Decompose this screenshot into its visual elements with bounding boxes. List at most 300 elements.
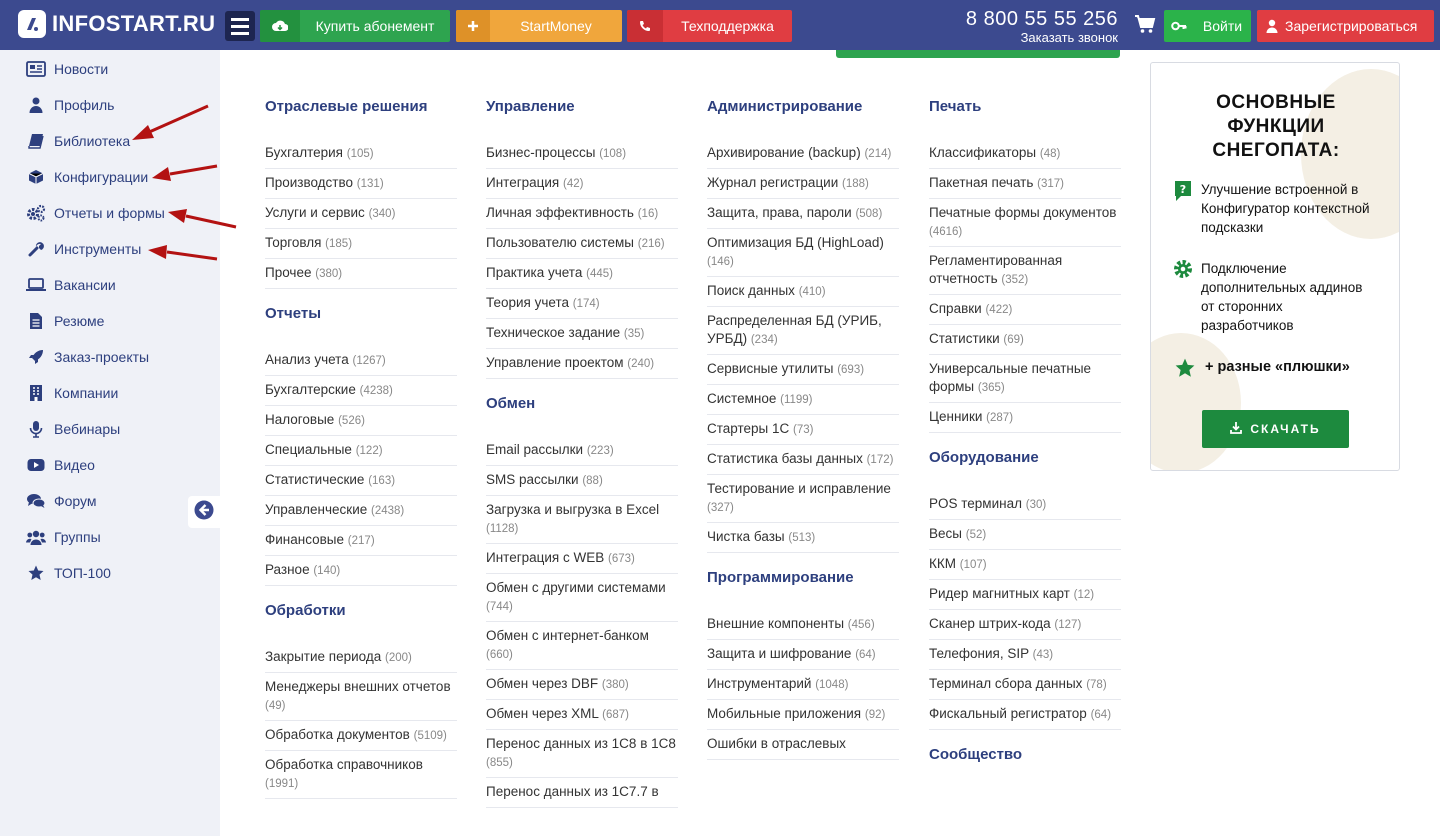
- item-count: (687): [602, 709, 630, 721]
- list-item[interactable]: [929, 490, 1121, 520]
- list-item[interactable]: [486, 436, 678, 466]
- item-name: Универсальные печатные формы: [929, 361, 1092, 394]
- support-button[interactable]: [627, 10, 792, 42]
- item-name: Бухгалтерия: [265, 145, 343, 160]
- item-name: Сервисные утилиты: [707, 361, 834, 376]
- ad-title-line: ФУНКЦИИ: [1227, 116, 1325, 137]
- list-item[interactable]: [265, 169, 457, 199]
- list-item[interactable]: [707, 415, 899, 445]
- catalog-column-2: [486, 96, 678, 808]
- catalog-column-3: [707, 96, 899, 760]
- item-name: Защита и шифрование: [707, 646, 852, 661]
- item-name: Системное: [707, 391, 777, 406]
- list-item[interactable]: [707, 385, 899, 415]
- item-name: Налоговые: [265, 412, 335, 427]
- item-count: (2438): [371, 505, 405, 517]
- item-name: Классификаторы: [929, 145, 1037, 160]
- list-item[interactable]: [265, 199, 457, 229]
- sidebar-item-label: Видео: [54, 457, 95, 473]
- sidebar-item-configurations[interactable]: [26, 166, 148, 188]
- logo-text: INFOSTART.RU: [52, 11, 216, 36]
- list-item[interactable]: [265, 406, 457, 436]
- item-count: (673): [608, 553, 635, 565]
- list-item[interactable]: [929, 550, 1121, 580]
- ad-feature: [1173, 180, 1373, 237]
- list-item[interactable]: [486, 199, 678, 229]
- item-name: Техническое задание: [486, 325, 621, 340]
- list-item[interactable]: [486, 466, 678, 496]
- catalog-column-4: [929, 96, 1121, 787]
- wrench-icon: [26, 240, 46, 258]
- sidebar-item-label: Новости: [54, 61, 109, 77]
- burger-line: [231, 32, 249, 35]
- list-item[interactable]: [707, 523, 899, 553]
- sidebar-item-label: Группы: [54, 529, 101, 545]
- callback-link[interactable]: Заказать звонок: [1020, 30, 1118, 45]
- item-name: Сканер штрих-кода: [929, 616, 1051, 631]
- item-count: (214): [864, 148, 892, 160]
- item-count: (35): [623, 328, 645, 340]
- user-icon: [26, 96, 46, 114]
- sidebar-item-top100[interactable]: [26, 562, 111, 584]
- list-item[interactable]: [929, 199, 1121, 247]
- green-banner-edge: [836, 50, 1120, 58]
- item-name: Защита, права, пароли: [707, 205, 852, 220]
- item-count: (380): [601, 679, 629, 691]
- list-item[interactable]: [265, 673, 457, 721]
- user-icon: [1257, 10, 1281, 42]
- list-item[interactable]: [929, 670, 1121, 700]
- list-item[interactable]: [265, 643, 457, 673]
- item-count: (140): [313, 565, 341, 577]
- top-header: [0, 0, 1440, 50]
- list-item[interactable]: [707, 475, 899, 523]
- sidebar-item-news[interactable]: [26, 58, 108, 80]
- item-name: Обмен через DBF: [486, 676, 599, 691]
- list-item[interactable]: [929, 640, 1121, 670]
- item-name: POS терминал: [929, 496, 1022, 511]
- burger-line: [231, 18, 249, 21]
- list-item[interactable]: [929, 700, 1121, 730]
- item-name: Журнал регистрации: [707, 175, 839, 190]
- item-name: Пакетная печать: [929, 175, 1034, 190]
- item-count: (69): [1003, 334, 1024, 346]
- snegopat-ad-banner[interactable]: [1150, 62, 1400, 471]
- star-icon: [26, 564, 46, 582]
- item-name: Прочее: [265, 265, 312, 280]
- buy-subscription-label: Купить абонемент: [315, 18, 435, 34]
- building-icon: [26, 384, 46, 402]
- register-label: Зарегистрироваться: [1285, 18, 1418, 34]
- ad-feature: [1173, 259, 1373, 335]
- item-name: Оптимизация БД (HighLoad): [707, 235, 884, 250]
- list-item[interactable]: [486, 496, 678, 544]
- item-name: Обмен с другими системами: [486, 580, 666, 595]
- list-item[interactable]: [707, 730, 899, 760]
- list-item[interactable]: [929, 355, 1121, 403]
- list-item[interactable]: [707, 199, 899, 229]
- phone-block: [940, 8, 1118, 45]
- item-name: Справки: [929, 301, 982, 316]
- sidebar-item-label: Заказ-проекты: [54, 349, 150, 365]
- item-name: Стартеры 1С: [707, 421, 790, 436]
- item-name: Разное: [265, 562, 310, 577]
- item-name: Телефония, SIP: [929, 646, 1029, 661]
- item-name: Производство: [265, 175, 354, 190]
- list-item[interactable]: [707, 445, 899, 475]
- ad-title-line: ОСНОВНЫЕ: [1216, 92, 1336, 113]
- left-sidebar: [0, 50, 220, 836]
- item-name: Обмен с интернет-банком: [486, 628, 649, 643]
- gear-icon: [1173, 259, 1193, 335]
- item-name: Email рассылки: [486, 442, 584, 457]
- burger-line: [231, 25, 249, 28]
- item-name: Бухгалтерские: [265, 382, 356, 397]
- list-item[interactable]: [265, 526, 457, 556]
- cube-icon: [26, 168, 46, 186]
- item-count: (188): [842, 178, 869, 190]
- list-item[interactable]: [486, 229, 678, 259]
- item-name: Интеграция с WEB: [486, 550, 605, 565]
- item-count: (365): [977, 382, 1005, 394]
- item-name: Перенос данных из 1С8 в 1С8: [486, 736, 676, 751]
- svg-text:?: ?: [1179, 183, 1187, 196]
- sidebar-item-label: Компании: [54, 385, 119, 401]
- item-name: Управление проектом: [486, 355, 624, 370]
- item-count: (131): [356, 178, 384, 190]
- item-count: (42): [563, 178, 584, 190]
- category-title[interactable]: Управление: [486, 98, 575, 115]
- sidebar-item-tools[interactable]: [26, 238, 141, 260]
- list-item[interactable]: [707, 307, 899, 355]
- list-item[interactable]: [486, 349, 678, 379]
- list-item[interactable]: [707, 229, 899, 277]
- cogs-icon: [26, 204, 46, 222]
- sidebar-item-groups[interactable]: [26, 526, 101, 548]
- category-title[interactable]: Печать: [929, 98, 982, 115]
- item-name: Внешние компоненты: [707, 616, 845, 631]
- item-count: (185): [325, 238, 353, 250]
- sidebar-item-reports-forms[interactable]: [26, 202, 165, 224]
- item-name: Интеграция: [486, 175, 560, 190]
- list-item[interactable]: [707, 700, 899, 730]
- item-count: (234): [750, 334, 778, 346]
- list-item[interactable]: [486, 574, 678, 622]
- category-title[interactable]: Программирование: [707, 569, 854, 586]
- item-count: (744): [486, 601, 513, 613]
- list-item[interactable]: [486, 319, 678, 349]
- item-name: Ридер магнитных карт: [929, 586, 1070, 601]
- list-item[interactable]: [265, 346, 457, 376]
- sidebar-item-label: Форум: [54, 493, 97, 509]
- list-item[interactable]: [929, 403, 1121, 433]
- item-count: (1199): [780, 394, 813, 406]
- item-count: (456): [847, 619, 875, 631]
- item-name: Инструментарий: [707, 676, 812, 691]
- phone-icon: [627, 10, 663, 42]
- list-item[interactable]: [707, 640, 899, 670]
- menu-burger-button[interactable]: [225, 11, 255, 41]
- list-item[interactable]: [265, 721, 457, 751]
- cart-icon[interactable]: [1134, 14, 1156, 39]
- item-count: (52): [965, 529, 987, 541]
- list-item[interactable]: [486, 139, 678, 169]
- item-name: Мобильные приложения: [707, 706, 862, 721]
- document-icon: [26, 312, 46, 330]
- list-item[interactable]: [486, 544, 678, 574]
- item-count: (380): [315, 268, 343, 280]
- star-icon: [1173, 358, 1197, 378]
- item-name: Специальные: [265, 442, 352, 457]
- item-count: (445): [586, 268, 613, 280]
- item-name: Печатные формы документов: [929, 205, 1117, 220]
- item-name: Статистика базы данных: [707, 451, 863, 466]
- item-count: (660): [486, 649, 513, 661]
- sidebar-item-library[interactable]: [26, 130, 130, 152]
- sidebar-item-vacancies[interactable]: [26, 274, 116, 296]
- list-item[interactable]: [486, 700, 678, 730]
- item-name: Обмен через XML: [486, 706, 599, 721]
- list-item[interactable]: [707, 169, 899, 199]
- item-count: (317): [1037, 178, 1064, 190]
- item-count: (163): [368, 475, 396, 487]
- list-item[interactable]: [707, 139, 899, 169]
- microphone-icon: [26, 420, 46, 438]
- youtube-icon: [26, 456, 46, 474]
- sidebar-item-label: ТОП-100: [54, 565, 111, 581]
- item-count: (92): [864, 709, 886, 721]
- list-item[interactable]: [265, 229, 457, 259]
- list-item[interactable]: [929, 520, 1121, 550]
- list-item[interactable]: [265, 556, 457, 586]
- newspaper-icon: [26, 60, 46, 78]
- item-name: Практика учета: [486, 265, 583, 280]
- download-button[interactable]: [1202, 410, 1349, 448]
- category-title[interactable]: Отраслевые решения: [265, 98, 428, 115]
- item-name: Обработка справочников: [265, 757, 423, 772]
- download-label: СКАЧАТЬ: [1250, 422, 1321, 436]
- item-count: (223): [586, 445, 614, 457]
- sidebar-item-video[interactable]: [26, 454, 95, 476]
- item-name: Бизнес-процессы: [486, 145, 596, 160]
- item-count: (1991): [265, 778, 299, 790]
- sidebar-item-label: Конфигурации: [54, 169, 149, 185]
- item-name: Теория учета: [486, 295, 569, 310]
- item-name: Торговля: [265, 235, 322, 250]
- item-count: (1048): [815, 679, 849, 691]
- list-item[interactable]: [265, 466, 457, 496]
- item-count: (108): [599, 148, 627, 160]
- item-count: (105): [346, 148, 374, 160]
- download-icon: [1230, 421, 1242, 437]
- category-title[interactable]: Обработки: [265, 602, 346, 619]
- list-item[interactable]: [929, 247, 1121, 295]
- item-count: (64): [1090, 709, 1112, 721]
- list-item[interactable]: [707, 610, 899, 640]
- item-count: (146): [707, 256, 734, 268]
- item-count: (107): [959, 559, 987, 571]
- sidebar-item-label: Вебинары: [54, 421, 121, 437]
- item-count: (422): [985, 304, 1013, 316]
- item-count: (30): [1025, 499, 1047, 511]
- list-item[interactable]: [265, 259, 457, 289]
- list-item[interactable]: [929, 325, 1121, 355]
- sidebar-item-webinars[interactable]: [26, 418, 120, 440]
- list-item[interactable]: [486, 259, 678, 289]
- item-count: (855): [486, 757, 513, 769]
- item-count: (43): [1032, 649, 1054, 661]
- item-name: ККМ: [929, 556, 956, 571]
- login-button[interactable]: [1164, 10, 1251, 42]
- users-icon: [26, 528, 46, 546]
- phone-number: 8 800 55 55 256: [965, 8, 1118, 30]
- item-count: (48): [1039, 148, 1061, 160]
- item-count: (1128): [486, 523, 519, 535]
- item-count: (64): [855, 649, 876, 661]
- item-count: (526): [338, 415, 365, 427]
- startmoney-button[interactable]: [456, 10, 622, 42]
- list-item[interactable]: [486, 169, 678, 199]
- item-count: (352): [1001, 274, 1029, 286]
- list-item[interactable]: [486, 289, 678, 319]
- item-count: (287): [986, 412, 1014, 424]
- plus-icon: [456, 10, 490, 42]
- support-label: Техподдержка: [681, 18, 774, 34]
- item-count: (4616): [929, 226, 963, 238]
- item-name: Архивирование (backup): [707, 145, 861, 160]
- list-item[interactable]: [929, 580, 1121, 610]
- login-label: Войти: [1202, 18, 1243, 34]
- comments-icon: [26, 492, 46, 510]
- item-count: (122): [355, 445, 383, 457]
- item-name: Распределенная БД (УРИБ, УРБД): [707, 313, 882, 346]
- item-name: Поиск данных: [707, 283, 795, 298]
- list-item[interactable]: [929, 610, 1121, 640]
- category-title[interactable]: Отчеты: [265, 305, 322, 322]
- sidebar-item-label: Резюме: [54, 313, 105, 329]
- item-count: (327): [707, 502, 734, 514]
- logo-mark-icon: [18, 10, 46, 38]
- item-name: Регламентированная отчетность: [929, 253, 1063, 286]
- key-icon: [1164, 10, 1194, 42]
- item-count: (410): [798, 286, 826, 298]
- item-count: (5109): [413, 730, 447, 742]
- item-count: (4238): [359, 385, 393, 397]
- site-logo[interactable]: [18, 10, 215, 38]
- item-count: (1267): [352, 355, 386, 367]
- ad-title-line: СНЕГОПАТА:: [1212, 140, 1340, 161]
- item-name: Анализ учета: [265, 352, 349, 367]
- sidebar-item-companies[interactable]: [26, 382, 118, 404]
- item-name: Ценники: [929, 409, 983, 424]
- item-name: Статистические: [265, 472, 365, 487]
- item-name: Чистка базы: [707, 529, 785, 544]
- list-item[interactable]: [929, 295, 1121, 325]
- category-title[interactable]: Администрирование: [707, 98, 863, 115]
- list-item[interactable]: [929, 169, 1121, 199]
- question-badge-icon: [1173, 180, 1193, 237]
- item-count: (73): [793, 424, 814, 436]
- book-icon: [26, 132, 46, 150]
- list-item[interactable]: [265, 436, 457, 466]
- buy-subscription-button[interactable]: [260, 10, 450, 42]
- item-count: (49): [265, 700, 286, 712]
- sidebar-item-profile[interactable]: [26, 94, 114, 116]
- item-count: (240): [627, 358, 655, 370]
- item-name: SMS рассылки: [486, 472, 579, 487]
- sidebar-item-resume[interactable]: [26, 310, 104, 332]
- item-count: (217): [347, 535, 375, 547]
- list-item[interactable]: [265, 496, 457, 526]
- rocket-icon: [26, 348, 46, 366]
- item-name: Услуги и сервис: [265, 205, 365, 220]
- item-count: (693): [837, 364, 865, 376]
- sidebar-collapse-button[interactable]: [188, 496, 220, 528]
- category-title[interactable]: Оборудование: [929, 449, 1039, 466]
- item-name: Пользователю системы: [486, 235, 635, 250]
- list-item[interactable]: [707, 670, 899, 700]
- list-item[interactable]: [486, 622, 678, 670]
- ad-feature-text: + разные «плюшки»: [1205, 359, 1350, 375]
- item-count: (200): [385, 652, 412, 664]
- sidebar-item-forum[interactable]: [26, 490, 97, 512]
- item-name: Финансовые: [265, 532, 345, 547]
- item-count: (172): [866, 454, 894, 466]
- item-name: Закрытие периода: [265, 649, 382, 664]
- item-name: Весы: [929, 526, 962, 541]
- category-title[interactable]: Сообщество: [929, 746, 1023, 763]
- list-item[interactable]: [265, 751, 457, 799]
- item-count: (12): [1073, 589, 1095, 601]
- item-name: Менеджеры внешних отчетов: [265, 679, 451, 694]
- catalog-column-1: [265, 96, 457, 799]
- sidebar-item-label: Библиотека: [54, 133, 131, 149]
- cloud-download-icon: [260, 10, 300, 42]
- item-name: Фискальный регистратор: [929, 706, 1087, 721]
- sidebar-item-projects[interactable]: [26, 346, 149, 368]
- category-title[interactable]: Обмен: [486, 395, 536, 412]
- item-count: (513): [788, 532, 816, 544]
- arrow-left-circle-icon: [194, 500, 214, 525]
- sidebar-item-label: Отчеты и формы: [54, 205, 165, 221]
- ad-feature-text: Подключение дополнительных аддинов от сторонних разработчиков: [1201, 261, 1363, 333]
- ad-background-decoration: [1150, 333, 1241, 471]
- sidebar-item-label: Профиль: [54, 97, 115, 113]
- list-item[interactable]: [486, 670, 678, 700]
- item-count: (88): [582, 475, 603, 487]
- item-name: Перенос данных из 1С7.7 в: [486, 784, 659, 799]
- item-count: (216): [637, 238, 665, 250]
- list-item[interactable]: [265, 139, 457, 169]
- ad-feature: [1173, 358, 1393, 378]
- list-item[interactable]: [486, 778, 678, 808]
- item-count: (508): [855, 208, 883, 220]
- list-item[interactable]: [265, 376, 457, 406]
- list-item[interactable]: [486, 730, 678, 778]
- ad-title: [1151, 91, 1400, 163]
- register-button[interactable]: [1257, 10, 1434, 42]
- item-name: Ошибки в отраслевых: [707, 736, 846, 751]
- list-item[interactable]: [929, 139, 1121, 169]
- item-count: (16): [637, 208, 659, 220]
- item-name: Загрузка и выгрузка в Excel: [486, 502, 660, 517]
- ad-feature-text: Улучшение встроенной в Конфигуратор контекстной подсказки: [1201, 182, 1370, 235]
- item-count: (340): [368, 208, 396, 220]
- list-item[interactable]: [707, 355, 899, 385]
- list-item[interactable]: [707, 277, 899, 307]
- item-count: (174): [572, 298, 600, 310]
- startmoney-label: StartMoney: [520, 18, 592, 34]
